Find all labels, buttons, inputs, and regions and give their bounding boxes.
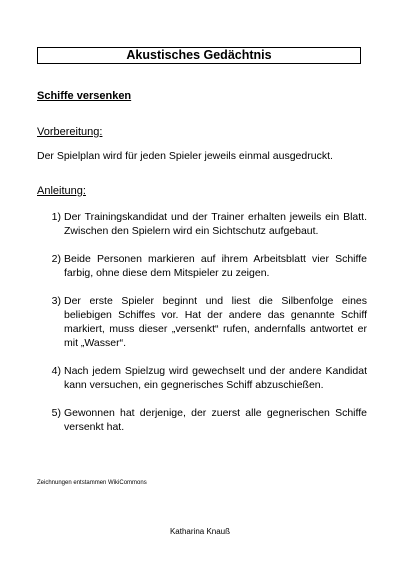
- document-title: Akustisches Gedächtnis: [37, 47, 361, 64]
- instruction-step: [37, 364, 367, 392]
- step-number: 5): [51, 407, 61, 419]
- preparation-text: Der Spielplan wird für jeden Spieler jeweils einmal ausgedruckt.: [37, 150, 333, 162]
- step-text: Beide Personen markieren auf ihrem Arbeitsblatt vier Schiffe farbig, ohne diese dem Mitspieler zu zeigen.: [64, 253, 367, 279]
- instruction-step: [37, 294, 367, 350]
- author-name: Katharina Knauß: [169, 527, 231, 536]
- image-credit: Zeichnungen entstammen WikiCommons: [37, 480, 147, 486]
- step-text: Nach jedem Spielzug wird gewechselt und der andere Kandidat kann versuchen, ein gegnerisches Schiff abzuschießen.: [64, 365, 367, 391]
- game-title: Schiffe versenken: [37, 90, 132, 102]
- preparation-heading: Vorbereitung:: [37, 126, 103, 138]
- step-text: Gewonnen hat derjenige, der zuerst alle gegnerischen Schiffe versenkt hat.: [64, 407, 367, 433]
- step-text: Der erste Spieler beginnt und liest die Silbenfolge eines beliebigen Schiffes vor. Hat der andere das genannte Schiff markiert, muss dieser „versenkt“ rufen, andernfalls antwortet er mit „Wasser“.: [64, 295, 367, 349]
- instruction-step: [37, 406, 367, 434]
- step-number: 3): [51, 295, 61, 307]
- step-number: 4): [51, 365, 61, 377]
- instructions-heading: Anleitung:: [37, 185, 86, 197]
- instruction-step: [37, 210, 367, 238]
- instruction-step: [37, 252, 367, 280]
- instruction-steps: [37, 210, 367, 448]
- step-text: Der Trainingskandidat und der Trainer erhalten jeweils ein Blatt. Zwischen den Spielern wird ein Sichtschutz aufgebaut.: [64, 211, 367, 237]
- step-number: 2): [51, 253, 61, 265]
- step-number: 1): [51, 211, 61, 223]
